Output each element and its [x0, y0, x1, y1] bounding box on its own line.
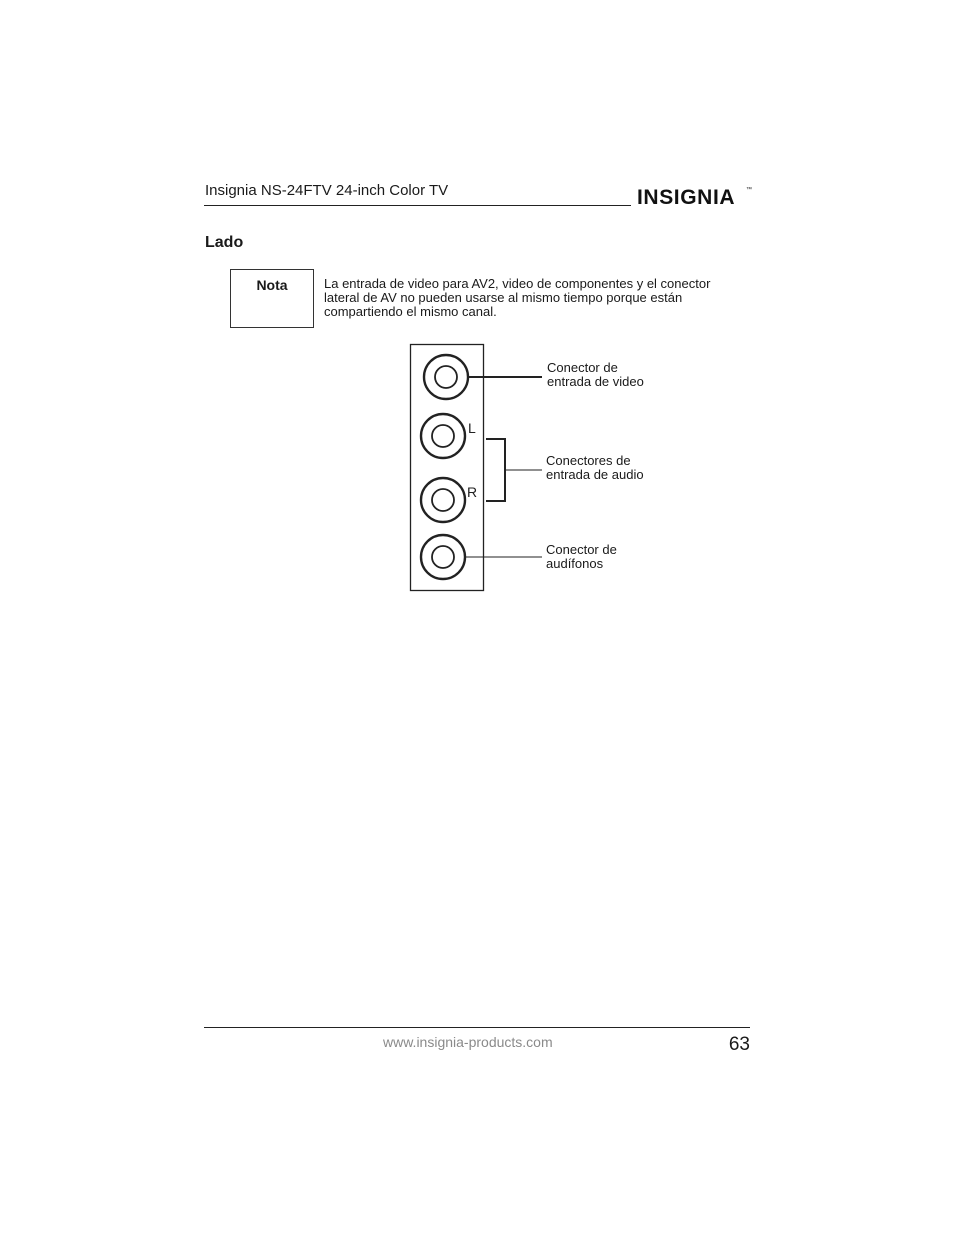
- footer-url[interactable]: www.insignia-products.com: [383, 1034, 553, 1050]
- callout-line: Conectores de: [546, 453, 631, 468]
- logo-wordmark: INSIGNIA: [637, 186, 736, 209]
- left-channel-label: L: [468, 420, 476, 436]
- right-channel-label: R: [467, 484, 478, 500]
- audio-right-jack: [421, 478, 465, 522]
- callout-line: entrada de video: [547, 374, 644, 389]
- callout-line: Conector de: [546, 542, 617, 557]
- footer-rule: [204, 1027, 750, 1028]
- note-line: lateral de AV no pueden usarse al mismo tiempo porque están: [324, 290, 683, 305]
- callout-line: audífonos: [546, 556, 604, 571]
- note-line: compartiendo el mismo canal.: [324, 304, 497, 319]
- video-input-callout: [547, 361, 644, 389]
- audio-bracket: [486, 439, 505, 501]
- headphone-callout: [546, 543, 617, 571]
- audio-input-callout: [546, 454, 644, 482]
- header-rule: [204, 205, 631, 206]
- note-line: La entrada de video para AV2, video de componentes y el conector: [324, 276, 711, 291]
- logo-trademark: ™: [746, 187, 752, 193]
- note-text: [324, 277, 749, 319]
- headphone-jack: [421, 535, 465, 579]
- note-label: Nota: [256, 277, 288, 293]
- section-heading: Lado: [205, 234, 244, 251]
- page-number: 63: [728, 1034, 750, 1055]
- audio-left-jack: [421, 414, 465, 458]
- video-input-jack: [424, 355, 468, 399]
- document-title: Insignia NS-24FTV 24-inch Color TV: [205, 182, 449, 199]
- insignia-logo: [636, 180, 754, 212]
- callout-line: Conector de: [547, 360, 618, 375]
- callout-line: entrada de audio: [546, 467, 644, 482]
